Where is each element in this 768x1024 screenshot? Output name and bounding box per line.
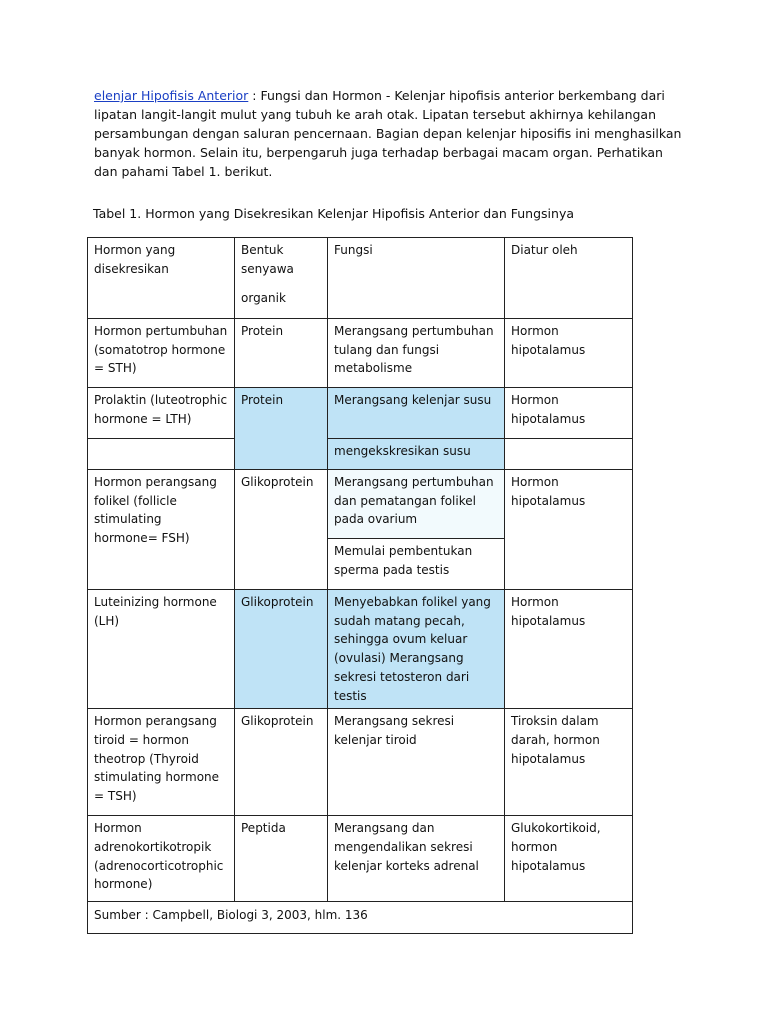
table-row — [88, 709, 633, 816]
table-caption: Tabel 1. Hormon yang Disekresikan Kelenjar Hipofisis Anterior dan Fungsinya — [93, 206, 574, 221]
cell-fungsi: mengekskresikan susu — [328, 439, 505, 470]
cell-diatur: Hormon hipotalamus — [505, 470, 633, 590]
table-row — [88, 470, 633, 539]
table-row — [88, 816, 633, 902]
cell-empty — [88, 439, 235, 470]
cell-empty — [505, 439, 633, 470]
table-source-row — [88, 902, 633, 934]
cell-fungsi: Memulai pembentukan sperma pada testis — [328, 539, 505, 590]
hipofisis-link[interactable]: elenjar Hipofisis Anterior — [94, 88, 249, 103]
cell-fungsi: Merangsang pertumbuhan tulang dan fungsi metabolisme — [328, 319, 505, 388]
cell-diatur: Hormon hipotalamus — [505, 590, 633, 709]
cell-fungsi: Merangsang sekresi kelenjar tiroid — [328, 709, 505, 816]
hormone-table — [87, 237, 633, 934]
header-diatur: Diatur oleh — [505, 238, 633, 319]
table-row — [88, 388, 633, 439]
table-header-row — [88, 238, 633, 319]
header-bentuk — [235, 238, 328, 319]
cell-bentuk: Peptida — [235, 816, 328, 902]
header-bentuk-line1: Bentuk senyawa — [241, 243, 294, 276]
cell-hormon: Hormon pertumbuhan (somatotrop hormone = STH) — [88, 319, 235, 388]
cell-fungsi: Menyebabkan folikel yang sudah matang pecah, sehingga ovum keluar (ovulasi) Merangsang sekresi tetosteron dari testis — [328, 590, 505, 709]
cell-bentuk: Protein — [235, 319, 328, 388]
cell-diatur: Glukokortikoid, hormon hipotalamus — [505, 816, 633, 902]
cell-bentuk: Glikoprotein — [235, 709, 328, 816]
table-row — [88, 439, 633, 470]
header-hormon: Hormon yang disekresikan — [88, 238, 235, 319]
cell-fungsi: Merangsang pertumbuhan dan pematangan folikel pada ovarium — [328, 470, 505, 539]
cell-hormon: Hormon perangsang folikel (follicle stimulating hormone= FSH) — [88, 470, 235, 590]
cell-fungsi: Merangsang dan mengendalikan sekresi kelenjar korteks adrenal — [328, 816, 505, 902]
cell-diatur: Tiroksin dalam darah, hormon hipotalamus — [505, 709, 633, 816]
cell-hormon: Hormon perangsang tiroid = hormon theotrop (Thyroid stimulating hormone = TSH) — [88, 709, 235, 816]
intro-text: : Fungsi dan Hormon - Kelenjar hipofisis anterior berkembang dari lipatan langit-langit mulut yang tubuh ke arah otak. Lipatan tersebut akhirnya kehilangan persambungan dengan saluran pencernaan. Bagian depan kelenjar hiposifis ini menghasilkan banyak hormon. Selain itu, berpengaruh juga terhadap berbagai macam organ. Perhatikan dan pahami Tabel 1. berikut. — [94, 88, 682, 179]
cell-hormon: Luteinizing hormone (LH) — [88, 590, 235, 709]
cell-fungsi: Merangsang kelenjar susu — [328, 388, 505, 439]
cell-bentuk: Glikoprotein — [235, 590, 328, 709]
intro-paragraph — [94, 86, 684, 181]
table-row — [88, 590, 633, 709]
cell-bentuk: Protein — [235, 388, 328, 470]
header-fungsi: Fungsi — [328, 238, 505, 319]
cell-diatur: Hormon hipotalamus — [505, 388, 633, 439]
header-bentuk-line2: organik — [241, 291, 286, 306]
table-row — [88, 319, 633, 388]
cell-hormon: Hormon adrenokortikotropik (adrenocorticotrophic hormone) — [88, 816, 235, 902]
cell-diatur: Hormon hipotalamus — [505, 319, 633, 388]
cell-hormon: Prolaktin (luteotrophic hormone = LTH) — [88, 388, 235, 439]
table-source: Sumber : Campbell, Biologi 3, 2003, hlm. 136 — [88, 902, 633, 934]
cell-bentuk: Glikoprotein — [235, 470, 328, 590]
